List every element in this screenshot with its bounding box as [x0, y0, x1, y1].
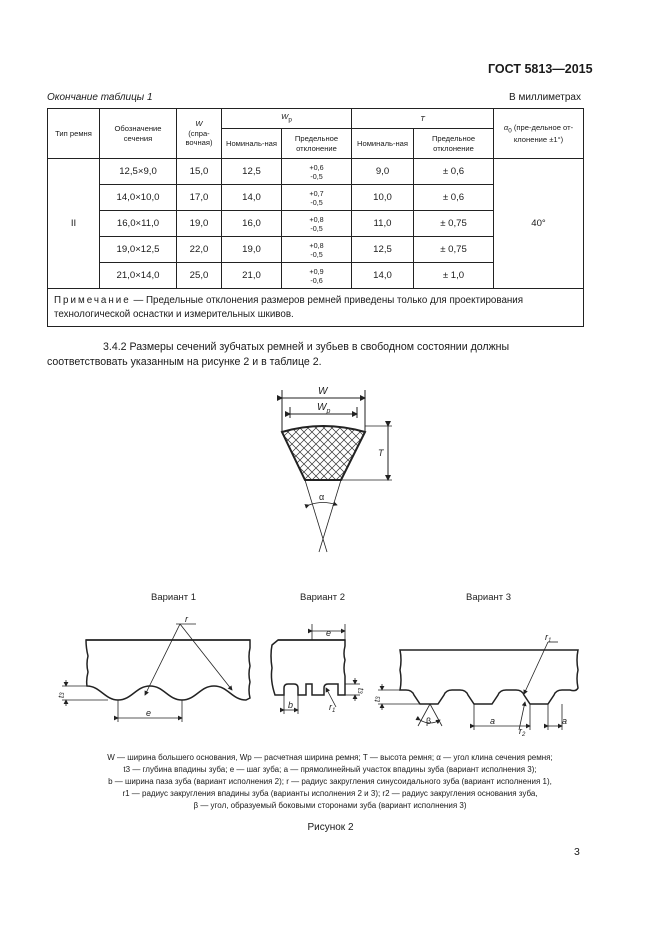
label-w: W: [318, 386, 328, 397]
v3-label-a: a: [490, 716, 496, 726]
t-cell: 12,5: [352, 237, 414, 263]
t-cell: 10,0: [352, 185, 414, 211]
t-deviation-cell: ± 0,75: [414, 211, 494, 237]
header-designation: Обозначение сечения: [100, 109, 177, 159]
page-number: 3: [574, 846, 580, 858]
header-wp: $W_p$: [222, 109, 352, 129]
v3-label-beta: β: [426, 716, 432, 726]
section-cell: 19,0×12,5: [100, 237, 177, 263]
figure-legend: W — ширина большего основания, Wp — расчетная ширина ремня; T — высота ремня; α — угол клина сечения ремня; t3 — глубина впадины зуба; e — шаг зуба; a — прямолинейный участок впадины зуба (вариант исполнения 3); b — ширина паза зуба (вариант исполнения 2); r — радиус закругления синусоидального зуба (вариант исполнения 1), r1 — радиус закругления впадины зуба (варианты исполнения 2 и 3); r2 — радиус закругления основания зуба, β — угол, образуемый боковыми сторонами зуба (вариант исполнения 3): [107, 753, 553, 810]
label-wp: $W_p$: [317, 402, 331, 415]
v3-label-r1: $r_1$: [545, 632, 552, 644]
header-t-deviation: Предельное отклонение: [414, 129, 494, 159]
w-cell: 15,0: [177, 159, 222, 185]
t-deviation-cell: ± 0,6: [414, 159, 494, 185]
variant-1-label: Вариант 1: [151, 592, 197, 603]
v1-label-t3: t3: [57, 692, 66, 698]
v3-label-a-right: a: [562, 716, 568, 726]
label-t: T: [378, 448, 384, 458]
variant-3-label: Вариант 3: [466, 592, 512, 603]
section-cell: 21,0×14,0: [100, 263, 177, 289]
wp-tolerance-cell: +0,7 -0,5: [282, 185, 352, 211]
table-units: В миллиметрах: [509, 92, 581, 103]
header-t-nominal: Номиналь-ная: [352, 129, 414, 159]
t-deviation-cell: ± 0,6: [414, 185, 494, 211]
header-w: W (спра-вочная): [177, 109, 222, 159]
v1-label-r: r: [185, 614, 188, 624]
v3-label-t3: t3: [373, 696, 382, 702]
t-deviation-cell: ± 0,75: [414, 237, 494, 263]
variant-3-drawing: [400, 650, 578, 704]
variant-2-drawing: [271, 640, 345, 695]
wp-cell: 12,5: [222, 159, 282, 185]
belt-section-shape: [282, 426, 365, 480]
w-cell: 22,0: [177, 237, 222, 263]
table-continuation: Окончание таблицы 1: [47, 92, 153, 103]
w-cell: 19,0: [177, 211, 222, 237]
section-cell: 16,0×11,0: [100, 211, 177, 237]
header-t: T: [352, 109, 494, 129]
wp-tolerance-cell: +0,8 -0,5: [282, 211, 352, 237]
variant-2-label: Вариант 2: [300, 592, 346, 603]
w-cell: 25,0: [177, 263, 222, 289]
figure-title: Рисунок 2: [307, 822, 354, 833]
alpha-cell: 40°: [494, 159, 584, 289]
belt-type-cell: II: [48, 159, 100, 289]
wp-cell: 19,0: [222, 237, 282, 263]
v3-label-r2: $r_2$: [519, 726, 526, 738]
paragraph-3-4-2: 3.4.2 Размеры сечений зубчатых ремней и зубьев в свободном состоянии должны соответствовать указанным на рисунке 2 и в таблице 2.: [47, 341, 510, 369]
t-cell: 9,0: [352, 159, 414, 185]
header-alpha: $\alpha_0$ (пре-дельное от-клонение ±1°): [494, 109, 584, 159]
wp-tolerance-cell: +0,8 -0,5: [282, 237, 352, 263]
wp-cell: 14,0: [222, 185, 282, 211]
v2-label-b: b: [288, 700, 294, 710]
v2-label-r1: $r_1$: [329, 702, 336, 714]
t-deviation-cell: ± 1,0: [414, 263, 494, 289]
t-cell: 14,0: [352, 263, 414, 289]
header-type: Тип ремня: [48, 109, 100, 159]
label-alpha: α: [319, 492, 325, 502]
header-wp-nominal: Номиналь-ная: [222, 129, 282, 159]
v1-label-e: e: [146, 708, 152, 718]
section-cell: 14,0×10,0: [100, 185, 177, 211]
header-wp-deviation: Предельное отклонение: [282, 129, 352, 159]
v2-label-t3: t3: [356, 688, 365, 694]
w-cell: 17,0: [177, 185, 222, 211]
belt-cross-section: [282, 390, 392, 552]
standard-designation: ГОСТ 5813—2015: [488, 62, 593, 76]
wp-cell: 16,0: [222, 211, 282, 237]
section-cell: 12,5×9,0: [100, 159, 177, 185]
wp-tolerance-cell: +0,9 -0,6: [282, 263, 352, 289]
wp-tolerance-cell: +0,6 -0,5: [282, 159, 352, 185]
table-note: Примечание — Предельные отклонения размеров ремней приведены только для проектирования технологической оснастки и измерительных шкивов.: [48, 289, 584, 327]
t-cell: 11,0: [352, 211, 414, 237]
v2-label-e: e: [326, 628, 332, 638]
wp-cell: 21,0: [222, 263, 282, 289]
